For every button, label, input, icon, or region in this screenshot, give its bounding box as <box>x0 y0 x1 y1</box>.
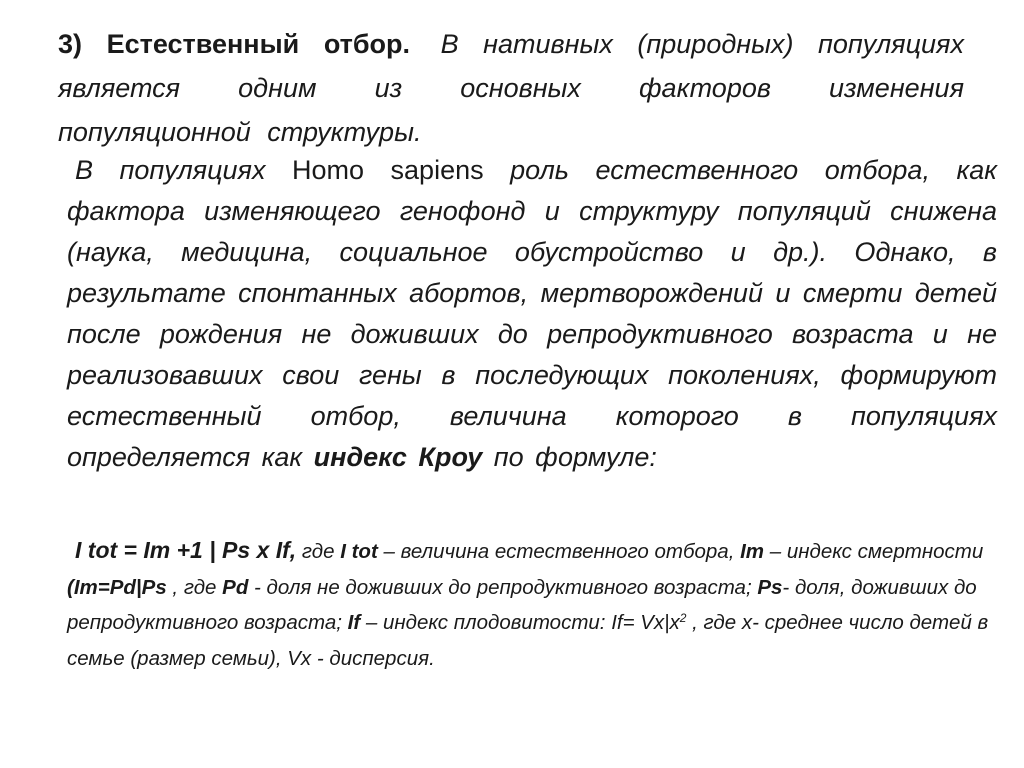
paragraph-main: роль естественного отбора, как фактора изменяющего генофонд и структуру популяций снижена (наука, медицина, социальное обустройство и др.). Однако, в результате спонтанных абортов, мертворождений и смерти детей после рождения не доживших до репродуктивного возраста и не реализовавших свои гены в последующих поколениях, формируют естественный отбор, величина которого в популяциях определяется как <box>67 155 997 472</box>
paragraph-end: по формуле: <box>482 442 657 472</box>
main-paragraph <box>67 150 997 478</box>
itot-description: – величина естественного отбора, <box>377 540 741 563</box>
if-term: If <box>347 611 361 634</box>
crow-index-term: индекс Кроу <box>313 442 483 472</box>
pd-description: - доля не доживших до репродуктивного возраста; <box>248 575 758 599</box>
im-formula: (Im=Pd|Ps <box>67 575 167 599</box>
homo-sapiens-term: Homo sapiens <box>292 155 484 185</box>
im-term: Im <box>740 540 765 563</box>
itot-term: I tot <box>340 540 378 563</box>
section-number: 3) <box>58 29 83 59</box>
formula-where-1: где <box>296 540 341 563</box>
if-exponent: 2 <box>679 611 687 625</box>
x-description: , где x- среднее число детей в семье (размер семьи), Vx - дисперсия. <box>67 611 989 670</box>
section-intro-text: В нативных (природных) популяциях является одним из основных факторов изменения популяционной структуры. <box>58 29 964 147</box>
formula-block <box>67 533 997 676</box>
if-description: – индекс плодовитости: If= Vx|x <box>360 611 680 634</box>
paragraph-start: В популяциях <box>75 155 292 185</box>
im-description: – индекс смертности <box>764 540 984 563</box>
ps-description: - доля, доживших до репродуктивного возраста; <box>67 575 977 634</box>
pd-term: Pd <box>222 575 249 599</box>
ps-term: Ps <box>757 575 783 599</box>
crow-formula: I tot = Im +1 | Ps x If, <box>75 537 297 563</box>
section-intro <box>58 22 964 154</box>
formula-where-2: , где <box>166 575 223 599</box>
section-heading: Естественный отбор. <box>106 29 411 59</box>
